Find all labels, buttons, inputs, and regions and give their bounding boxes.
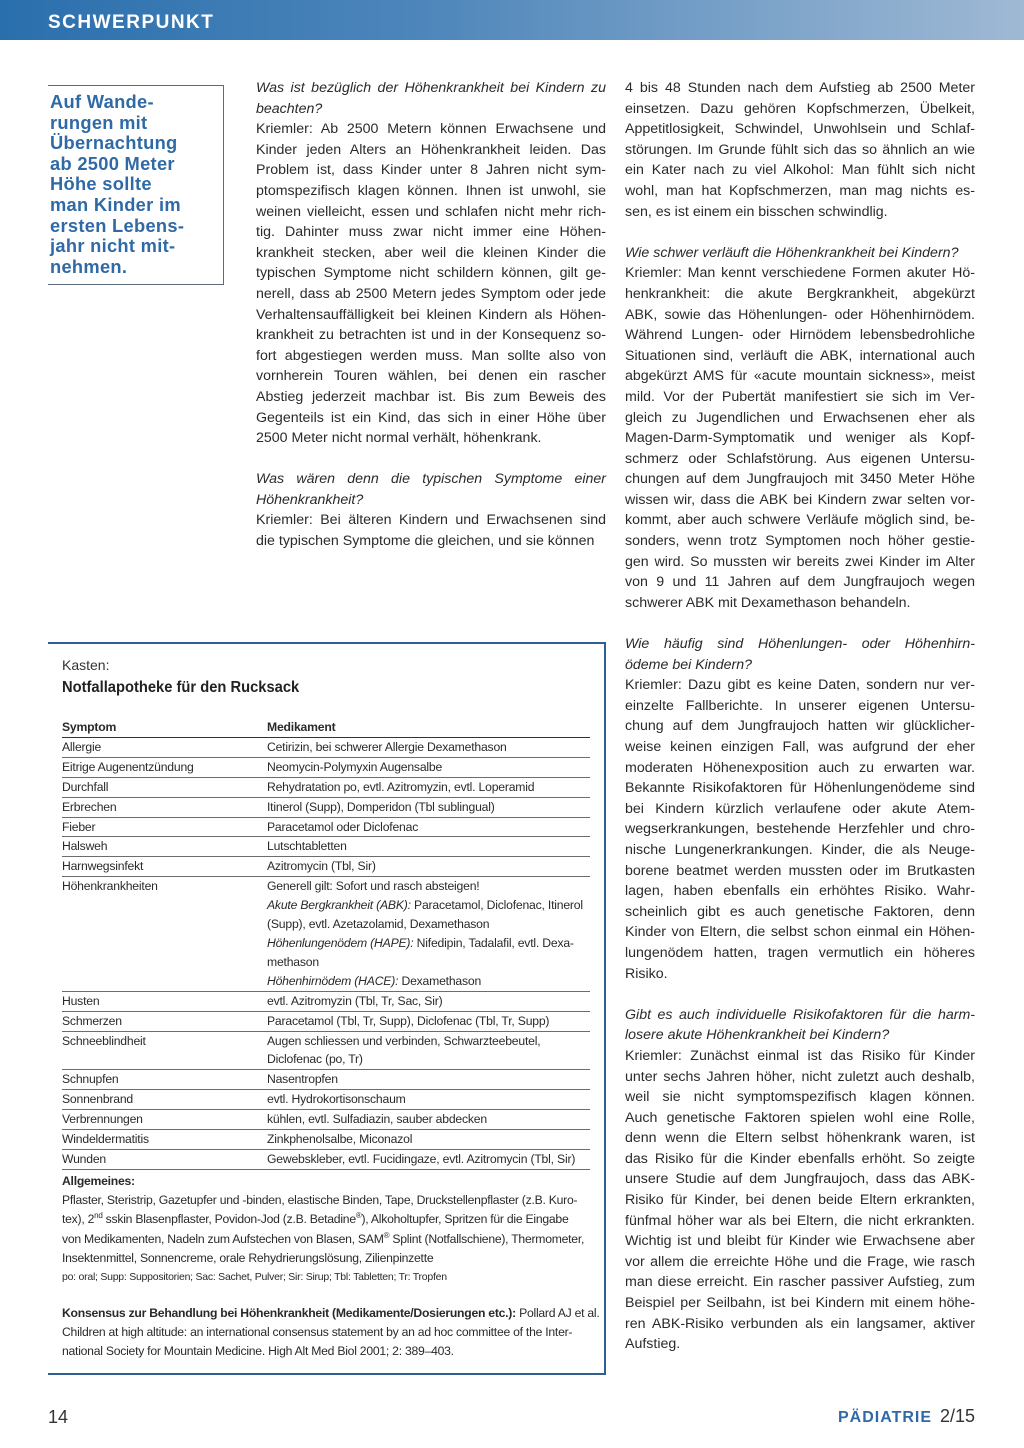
pull-quote-line: man Kinder im	[50, 193, 181, 215]
body-line: abgekürzt AMS für «acute mountain sickness», meist	[625, 368, 975, 385]
pull-quote-line: Auf Wande-	[50, 91, 154, 112]
body-line: Kriemler: Ab 2500 Metern können Erwachsene und	[256, 121, 606, 138]
general-section	[62, 1172, 590, 1287]
article-column-right	[625, 78, 975, 1355]
medication-cell	[267, 1150, 590, 1169]
medication-cell	[267, 1110, 590, 1129]
body-line: 4 bis 48 Stunden nach dem Aufstieg ab 2500 Meter	[625, 80, 975, 96]
body-line: chungen auf dem Jungfraujoch mit 3450 Meter Höhe	[625, 471, 975, 488]
body-line: von 9 und 11 Jahren auf dem Jungfraujoch wegen	[625, 574, 975, 591]
column-header-medication: Medikament	[267, 720, 336, 734]
medication-line: evtl. Azitromyzin (Tbl, Tr, Sac, Sir)	[267, 993, 443, 1008]
body-line: einzelte Fallberichte. In unserer eigenen Untersu-	[625, 697, 975, 714]
medication-cell	[267, 818, 590, 837]
info-box	[48, 642, 606, 1375]
body-line: schwerer ABK mit Dexamethason behandeln.	[625, 594, 911, 611]
table-row	[62, 837, 590, 857]
body-line: chung auf dem Jungfraujoch hatten wir glücklicher-	[625, 718, 975, 735]
body-line: gleich zu Jugendlichen und Erwachsenen eher als	[625, 409, 975, 426]
body-line: Problem ist, dass Kinder unter 8 Jahren nicht sym-	[256, 162, 606, 179]
paragraph-gap	[256, 449, 606, 470]
box-title: Notfallapotheke für den Rucksack	[62, 679, 300, 696]
medication-cell	[267, 1070, 590, 1089]
body-line: Bekannte Risikofaktoren für Höhenlungenödeme sind	[625, 780, 975, 797]
medication-line: Rehydratation po, evtl. Azitromyzin, evtl. Loperamid	[267, 779, 535, 794]
column-header-symptom: Symptom	[62, 720, 117, 734]
medication-cell	[267, 837, 590, 856]
body-line: fünfmal höher war als bei Eltern, die nicht erkrankten.	[625, 1212, 975, 1229]
body-line: unter sechs Jahren höher, nicht zuletzt auch deshalb,	[625, 1068, 975, 1085]
body-line: wissen wir, dass die ABK bei Kindern zwar selten vor-	[625, 491, 975, 508]
question-line: Was ist bezüglich der Höhenkrankheit bei Kindern zu	[256, 80, 606, 96]
medication-cell	[267, 738, 590, 757]
body-line: Beispiel per Seilbahn, ist bei Kindern mit einem höhe-	[625, 1295, 975, 1312]
issue-number: 2/15	[940, 1406, 976, 1426]
body-line: weise keinen einzigen Fall, was aufgrund der eher	[625, 739, 975, 755]
body-line: ptomspezifisch klagen können. Ihnen ist unwohl, sie	[256, 182, 606, 199]
medication-line: Paracetamol oder Diclofenac	[267, 819, 419, 834]
body-line: Aufstieg.	[625, 1336, 681, 1353]
pull-quote-line: rungen mit	[50, 111, 148, 133]
table-row	[62, 798, 590, 818]
body-line: nerell, dass ab 2500 Metern jedes Symptom oder jede	[256, 285, 606, 302]
body-line: Kriemler: Dazu gibt es keine Daten, sondern nur ver-	[625, 677, 975, 694]
body-line: Appetitlosigkeit, Schwindel, Unwohlsein und Schlaf-	[625, 121, 975, 138]
body-line: ein Kater nach zu viel Alkohol: Man fühlt sich nicht	[625, 162, 975, 179]
body-line: Risiko.	[625, 965, 668, 982]
table-row	[62, 818, 590, 838]
medication-text: Nifedipin, Tadalafil, evtl. Dexa-	[413, 935, 574, 950]
symptom-cell: Harnwegsinfekt	[62, 859, 144, 874]
body-line: weinen vielleicht, essen und schlafen nicht mehr rich-	[256, 203, 606, 220]
abbreviations: po: oral; Supp: Suppositorien; Sac: Sachet, Pulver; Sir: Sirup; Tbl: Tabletten; Tr: Tropfen	[62, 1271, 447, 1284]
question-line: beachten?	[256, 100, 323, 117]
body-line: Gegenteils ist ein Kind, das sich in einer Höhe über	[256, 409, 606, 426]
question-line: Wie schwer verläuft die Höhenkrankheit bei Kindern?	[625, 244, 959, 261]
page-number: 14	[48, 1407, 69, 1427]
body-line: wegserkrankungen, bestehende Herzfehler und chro-	[625, 821, 975, 838]
paragraph-gap	[625, 984, 975, 1005]
body-line: unsere Studie auf dem Jungfraujoch, dass das ABK-	[625, 1171, 975, 1188]
table-row	[62, 992, 590, 1012]
body-line: nische Lungenerkrankungen. Kinder, die als Neuge-	[625, 841, 975, 858]
consensus-section	[62, 1304, 600, 1362]
body-line: Auch genetische Faktoren spielen wohl eine Rolle,	[625, 1109, 975, 1126]
table-row	[62, 1130, 590, 1150]
medication-cell	[267, 857, 590, 876]
pull-quote-line: ersten Lebens-	[50, 214, 185, 236]
body-line: Risiko für Kinder, bei denen beide Eltern erkrankten,	[625, 1192, 975, 1209]
medication-line	[267, 972, 590, 991]
body-line: 2500 Meter nicht normal verhält, höhenkrank.	[256, 430, 542, 447]
body-line: weil sie nicht symptomspezifisch klagen können.	[625, 1089, 975, 1106]
medication-line: Nasentropfen	[267, 1072, 338, 1087]
body-line: vor allem die erreichte Höhe und die Frage, wie rasch	[625, 1253, 975, 1270]
pull-quote-line: ab 2500 Meter	[50, 152, 175, 174]
body-line: Während Lungen- oder Hirnödem lebensbedrohliche	[625, 327, 975, 344]
condition-label: Höhenhirnödem (HACE):	[267, 973, 399, 988]
question-line: Was wären denn die typischen Symptome einer	[256, 471, 606, 488]
medication-line	[267, 896, 590, 915]
table-header-row	[62, 718, 590, 738]
medication-cell	[267, 1032, 590, 1070]
body-line: ren ABK-Risiko verbunden als ein langsamer, aktiver	[625, 1315, 975, 1332]
body-line: das Risiko für die Kinder ebenfalls erhöht. So zeigte	[625, 1150, 975, 1167]
body-line: tig. Dahinter muss zwar nicht immer eine Höhen-	[256, 224, 606, 241]
table-row	[62, 857, 590, 877]
medication-cell	[267, 778, 590, 797]
body-line: Situationen sind, verläuft die ABK, international auch	[625, 347, 975, 364]
symptom-cell: Schneeblindheit	[62, 1033, 146, 1048]
table-row	[62, 1150, 590, 1170]
body-line: kommt, aber auch schwere Verläufe möglich sind, be-	[625, 512, 975, 529]
symptom-cell: Fieber	[62, 819, 96, 834]
symptom-cell: Wunden	[62, 1151, 106, 1166]
consensus-line: Children at high altitude: an international consensus statement by an ad hoc committee of the Inter-	[62, 1325, 573, 1340]
medication-line: Azitromycin (Tbl, Sir)	[267, 859, 376, 874]
medication-line: Augen schliessen und verbinden, Schwarzteebeutel,	[267, 1033, 541, 1048]
table-row	[62, 778, 590, 798]
body-line: lungenödem hatten, tragen vermutlich ein höheres	[625, 944, 975, 961]
paragraph-gap	[625, 613, 975, 634]
consensus-line: national Society for Mountain Medicine. High Alt Med Biol 2001; 2: 389–403.	[62, 1344, 454, 1359]
body-line: Kinder von Eltern, die selbst schon einmal ein Höhen-	[625, 924, 975, 941]
question-line: Gibt es auch individuelle Risikofaktoren für die harm-	[625, 1006, 975, 1023]
pull-quote-line: nehmen.	[50, 255, 128, 277]
medication-cell	[267, 1012, 590, 1031]
pull-quote	[48, 85, 224, 285]
body-line: typischen Symptome nicht schildern können, gilt ge-	[256, 265, 606, 282]
symptom-cell: Husten	[62, 993, 100, 1008]
body-line: störungen. Im Grunde fühlt sich das so ähnlich an wie	[625, 141, 975, 158]
body-line: man diese erreicht. Ein rascher passiver Aufstieg, zum	[625, 1274, 975, 1291]
box-kicker: Kasten:	[62, 657, 110, 673]
table-row	[62, 758, 590, 778]
table-row	[62, 1110, 590, 1130]
symptom-cell: Sonnenbrand	[62, 1092, 133, 1107]
body-line: gen wird. So mussten wir bereits zwei Kinder im Alter	[625, 553, 975, 570]
body-line: wohl, man hat Kopfschmerzen, man mag nichts es-	[625, 182, 975, 199]
general-line: von Medikamenten, Nadeln zum Aufstechen von Blasen, SAM® Splint (Notfallschiene), Thermometer,	[62, 1230, 585, 1246]
medication-cell	[267, 877, 590, 990]
body-line: fort abgestiegen werden muss. Man sollte also von	[256, 347, 606, 364]
medication-table	[62, 718, 590, 1170]
table-row	[62, 1032, 590, 1071]
body-line: henkrankheit: die akute Bergkrankheit, abgekürzt	[625, 285, 975, 302]
medication-line: (Supp), evtl. Azetazolamid, Dexamethason	[267, 917, 490, 932]
article-column-middle	[256, 78, 606, 552]
body-line: lagen, haben ebenfalls ein erhöhtes Risiko. Wahr-	[625, 883, 975, 900]
body-line: ABK, sowie das Höhenlungen- oder Höhenhirnödem.	[625, 306, 975, 323]
table-row	[62, 738, 590, 758]
general-line: Pflaster, Steristrip, Gazetupfer und -binden, elastische Binden, Tape, Druckstellenpflaster (z.B. Kuro-	[62, 1193, 578, 1208]
medication-line: evtl. Hydrokortisonschaum	[267, 1092, 406, 1107]
medication-line: Generell gilt: Sofort und rasch absteigen!	[267, 879, 480, 894]
table-row	[62, 877, 590, 991]
condition-label: Höhenlungenödem (HAPE):	[267, 935, 414, 950]
body-line: sonders, wenn trotz Symptomen noch höher gestie-	[625, 533, 975, 550]
general-line: tex), 2nd sskin Blasenpflaster, Povidon-Jod (z.B. Betadine®), Alkoholtupfer, Spritzen für die Eingabe	[62, 1211, 569, 1227]
question-line: Wie häufig sind Höhenlungen- oder Höhenhirn-	[625, 636, 975, 653]
body-line: bei Kindern kürzlich verlaufene oder akute Atem-	[625, 800, 975, 817]
symptom-cell: Allergie	[62, 739, 102, 754]
symptom-cell: Durchfall	[62, 779, 109, 794]
question-line: ödeme bei Kindern?	[625, 656, 752, 673]
body-line: denn wenn die Eltern selbst höhenkrank waren, ist	[625, 1130, 975, 1147]
symptom-cell: Eitrige Augenentzündung	[62, 759, 194, 774]
medication-cell	[267, 1130, 590, 1149]
medication-cell	[267, 798, 590, 817]
table-row	[62, 1090, 590, 1110]
medication-line	[267, 934, 590, 953]
table-row	[62, 1012, 590, 1032]
table-row	[62, 1070, 590, 1090]
body-line: die typischen Symptome die gleichen, und sie können	[256, 533, 595, 550]
question-line: losere akute Höhenkrankheit bei Kindern?	[625, 1027, 890, 1044]
pull-quote-line: jahr nicht mit-	[50, 235, 176, 257]
symptom-cell: Halsweh	[62, 839, 108, 854]
pull-quote-line: Höhe sollte	[50, 173, 152, 195]
body-line: schmerz oder Schlafstörung. Aus eigenen Untersu-	[625, 450, 975, 467]
medication-line: Cetirizin, bei schwerer Allergie Dexamethason	[267, 739, 507, 754]
consensus-title: Konsensus zur Behandlung bei Höhenkrankheit (Medikamente/Dosierungen etc.):	[62, 1306, 516, 1320]
symptom-cell: Schmerzen	[62, 1013, 122, 1028]
consensus-line: Konsensus zur Behandlung bei Höhenkrankheit (Medikamente/Dosierungen etc.): Pollard AJ et al.	[62, 1306, 600, 1320]
body-line: sen, es ist einem ein bisschen schwindlig.	[625, 203, 888, 220]
paragraph-gap	[625, 222, 975, 243]
symptom-cell: Erbrechen	[62, 799, 117, 814]
body-line: einsetzen. Dazu gehören Kopfschmerzen, Übelkeit,	[625, 100, 975, 117]
symptom-cell: Schnupfen	[62, 1072, 119, 1087]
body-line: Kriemler: Zunächst einmal ist das Risiko für Kinder	[625, 1047, 975, 1064]
body-line: mild. Vor der Pubertät manifestiert sie sich im Ver-	[625, 388, 975, 405]
pull-quote-line: Übernachtung	[50, 132, 178, 154]
body-line: Kinder jeden Alters an Höhenkrankheit leiden. Das	[256, 141, 606, 158]
body-line: Kriemler: Bei älteren Kindern und Erwachsenen sind	[256, 512, 606, 529]
medication-cell	[267, 758, 590, 777]
general-title: Allgemeines:	[62, 1174, 135, 1188]
body-line: moderaten Höhenexposition auch zu erwarten war.	[625, 759, 975, 776]
body-line: Abstieg jederzeit machbar ist. Bis zum Beweis des	[256, 388, 606, 405]
medication-line: Diclofenac (po, Tr)	[267, 1052, 363, 1067]
question-line: Höhenkrankheit?	[256, 491, 364, 508]
body-line: Kriemler: Man kennt verschiedene Formen akuter Hö-	[625, 265, 975, 282]
section-title: SCHWERPUNKT	[48, 12, 215, 33]
body-line: Magen-Darm-Symptomatik und weniger als Kopf-	[625, 430, 975, 447]
body-line: borene beatmet werden mussten oder im Brutkasten	[625, 862, 975, 879]
medication-cell	[267, 1090, 590, 1109]
general-line: Insektenmittel, Sonnencreme, orale Rehydrierungslösung, Zilienpinzette	[62, 1250, 434, 1265]
medication-text: Dexamethason	[398, 973, 482, 988]
condition-label: Akute Bergkrankheit (ABK):	[267, 898, 411, 913]
symptom-cell: Windeldermatitis	[62, 1132, 149, 1147]
medication-text: Paracetamol, Diclofenac, Itinerol	[410, 898, 583, 913]
medication-line: Neomycin-Polymyxin Augensalbe	[267, 759, 443, 774]
medication-line: methason	[267, 954, 319, 969]
body-line: vornherein Touren wählen, bei denen ein rascher	[256, 368, 606, 385]
journal-name: PÄDIATRIE	[838, 1409, 933, 1426]
medication-line: Gewebskleber, evtl. Fucidingaze, evtl. Azitromycin (Tbl, Sir)	[267, 1151, 576, 1166]
medication-line: Lutschtabletten	[267, 839, 347, 854]
body-line: krankheit stecken, aber weil die kleinen Kinder die	[256, 244, 606, 261]
symptom-cell: Höhenkrankheiten	[62, 879, 158, 894]
body-line: Wichtig ist und bleibt für Kinder wie Erwachsene aber	[625, 1233, 975, 1250]
pull-quote-text	[50, 92, 222, 277]
body-line: Verhaltensauffälligkeit bei kleinen Kindern als Höhen-	[256, 306, 606, 323]
body-line: scheinlich gibt es auch genetische Faktoren, denn	[625, 903, 975, 920]
body-line: krankheit zu betrachten ist und in der Konsequenz so-	[256, 327, 606, 344]
medication-line: kühlen, evtl. Sulfadiazin, sauber abdecken	[267, 1112, 487, 1127]
medication-line: Zinkphenolsalbe, Miconazol	[267, 1132, 413, 1147]
medication-line: Itinerol (Supp), Domperidon (Tbl sublingual)	[267, 799, 495, 814]
symptom-cell: Verbrennungen	[62, 1112, 143, 1127]
medication-line: Paracetamol (Tbl, Tr, Supp), Diclofenac (Tbl, Tr, Supp)	[267, 1013, 550, 1028]
medication-cell	[267, 992, 590, 1011]
